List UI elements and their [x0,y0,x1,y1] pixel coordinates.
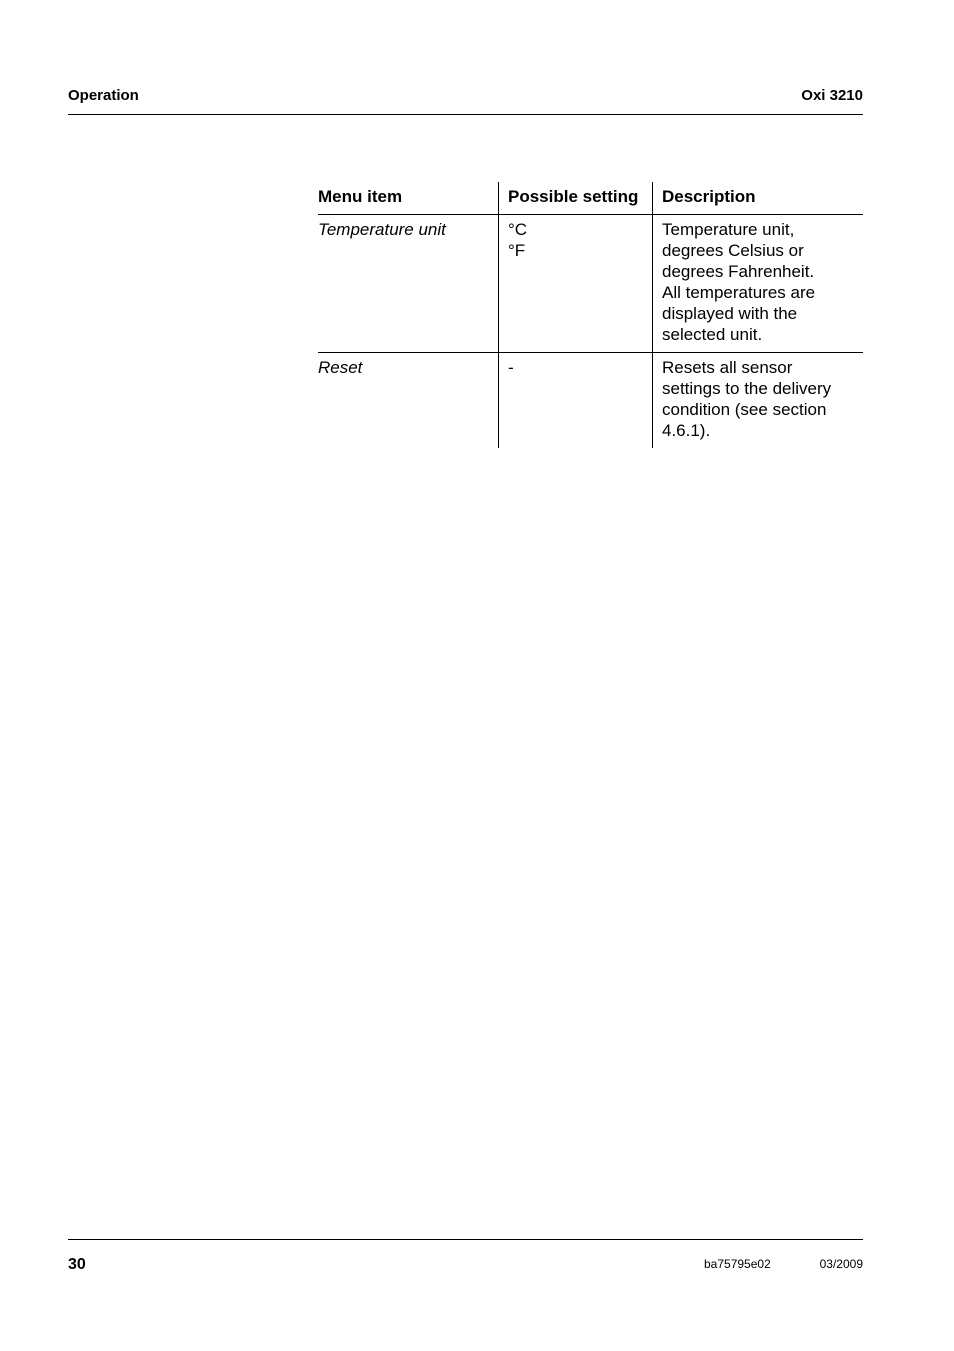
setting-cell [499,353,653,449]
table-row [318,353,863,449]
setting-cell [499,215,653,353]
description-cell [653,215,864,353]
footer-rule [68,1239,863,1240]
menu-item-temperature-unit: Temperature unit [318,220,446,239]
menu-item-reset: Reset [318,358,363,377]
description-line: Temperature unit, [662,220,795,239]
running-header-section: Operation [68,87,139,104]
page-number: 30 [68,1256,86,1273]
description-cell [653,353,864,449]
column-header-possible-setting: Possible setting [499,182,653,215]
settings-table [318,182,863,448]
table-row [318,215,863,353]
description-line: degrees Celsius or degrees Fahrenheit. [662,241,815,281]
header-rule [68,114,863,115]
column-header-description: Description [653,182,864,215]
document-id: ba75795e02 [704,1257,771,1271]
setting-none: - [508,358,514,377]
description-line: Resets all sensor settings to the delivery condition (see section 4.6.1). [662,358,832,440]
setting-celsius: °C [508,220,528,239]
setting-fahrenheit: °F [508,241,526,260]
document-date: 03/2009 [819,1257,863,1271]
table-header-row [318,182,863,215]
running-header-product: Oxi 3210 [801,87,863,104]
column-header-menu-item: Menu item [318,187,403,206]
description-line: All temperatures are displayed with the selected unit. [662,283,816,344]
